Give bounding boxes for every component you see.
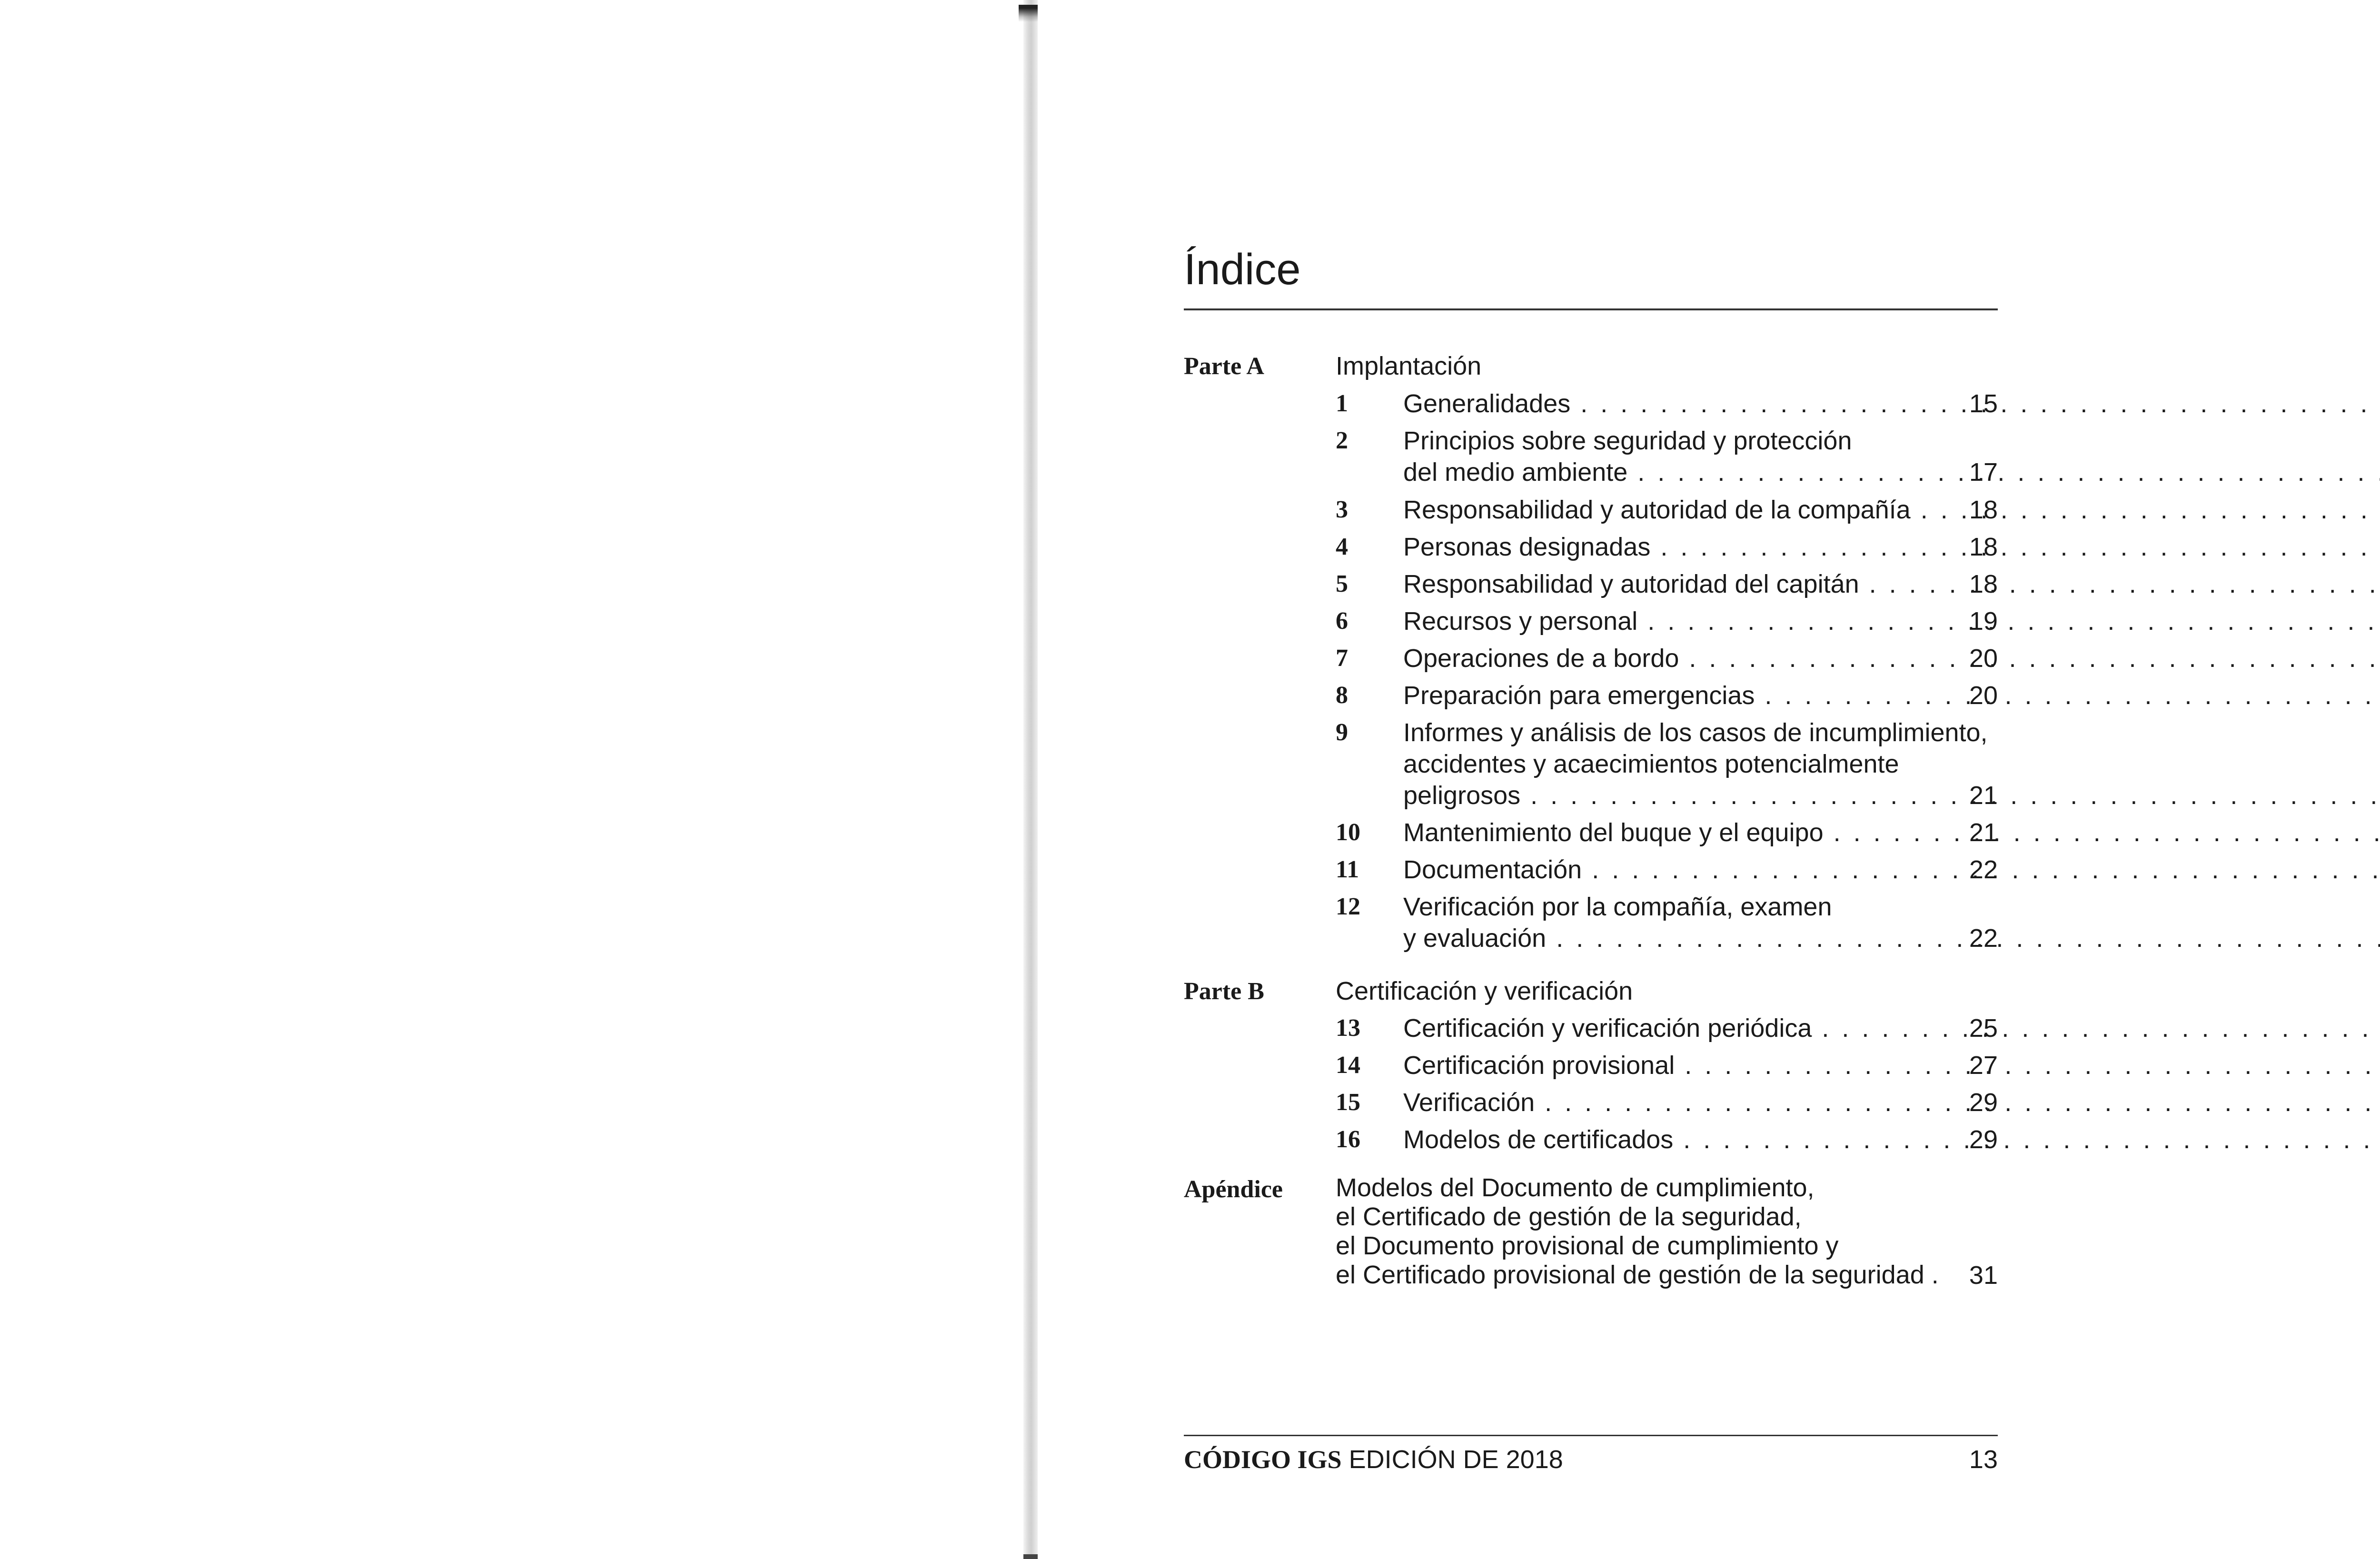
footer-edition: EDICIÓN DE 2018 — [1349, 1445, 1563, 1474]
toc-entry-number: 15 — [1336, 1089, 1360, 1116]
toc-entry-title: Generalidades . . . — [1403, 388, 1927, 419]
spine-shadow-bottom — [1023, 1554, 1038, 1559]
footer-page-number: 13 — [1969, 1445, 1998, 1474]
footer-rule — [1184, 1435, 1998, 1436]
title-rule — [1184, 308, 1998, 310]
toc-entry-page: 17 — [1969, 458, 1998, 487]
toc-entry-page: 29 — [1969, 1125, 1998, 1154]
toc-entry-title: Operaciones de a bordo . . . — [1403, 643, 1927, 674]
toc-entry-number: 1 — [1336, 390, 1348, 417]
toc-entry-number: 11 — [1336, 856, 1359, 883]
toc-entry-title: Principios sobre seguridad y protección del medio ambiente . . . — [1403, 425, 1927, 488]
part-a-title: Implantación — [1336, 352, 1482, 380]
toc-entry-title: Responsabilidad y autoridad del capitán . . . — [1403, 568, 1927, 600]
toc-entry-page: 15 — [1969, 389, 1998, 418]
toc-entry-number: 3 — [1336, 496, 1348, 523]
toc-entry-title: Documentación . . . — [1403, 854, 1927, 885]
toc-entry-page: 19 — [1969, 607, 1998, 636]
book-spine — [1023, 0, 1038, 1559]
toc-entry-title: Recursos y personal . . . — [1403, 606, 1927, 637]
page-title: Índice — [1184, 245, 1301, 294]
toc-entry-title: Preparación para emergencias . . . — [1403, 680, 1927, 711]
toc-entry-number: 5 — [1336, 570, 1348, 597]
appendix-label: Apéndice — [1184, 1176, 1283, 1203]
toc-entry-title: Verificación por la compañía, examen y evaluación . . . — [1403, 891, 1927, 954]
toc-entry-number: 9 — [1336, 719, 1348, 746]
toc-entry-page: 21 — [1969, 818, 1998, 847]
footer-brand: CÓDIGO IGS — [1184, 1445, 1342, 1474]
toc-entry-number: 14 — [1336, 1052, 1360, 1079]
appendix-page-number: 31 — [1969, 1261, 1998, 1290]
toc-entry-page: 18 — [1969, 570, 1998, 598]
toc-entry-title: Verificación . . . — [1403, 1087, 1927, 1118]
part-b-label: Parte B — [1184, 978, 1264, 1005]
toc-entry-title: Modelos de certificados . . . — [1403, 1124, 1927, 1155]
toc-entry-number: 2 — [1336, 427, 1348, 454]
left-blank-page — [0, 0, 1023, 1559]
toc-entry-page: 25 — [1969, 1014, 1998, 1043]
toc-entry-number: 12 — [1336, 893, 1360, 920]
toc-entry-title: Mantenimiento del buque y el equipo . . . — [1403, 817, 1927, 848]
appendix-description: Modelos del Documento de cumplimiento, el Certificado de gestión de la seguridad, el Documento provisional de cumplimiento y el Certificado provisional de gestión de la seguridad . — [1336, 1173, 1939, 1289]
toc-entry-page: 18 — [1969, 533, 1998, 561]
toc-entry-number: 16 — [1336, 1126, 1360, 1153]
toc-entry-page: 21 — [1969, 781, 1998, 810]
toc-entry-title: Certificación y verificación periódica . . . — [1403, 1013, 1927, 1044]
toc-entry-title: Responsabilidad y autoridad de la compañía . . . — [1403, 494, 1927, 526]
toc-entry-number: 10 — [1336, 819, 1360, 846]
part-b-title: Certificación y verificación — [1336, 977, 1633, 1005]
toc-entry-page: 20 — [1969, 681, 1998, 710]
toc-entry-title: Personas designadas . . . — [1403, 531, 1927, 563]
toc-entry-page: 22 — [1969, 855, 1998, 884]
footer-publication — [1184, 1445, 1563, 1474]
toc-entry-page: 27 — [1969, 1051, 1998, 1080]
toc-entry-page: 20 — [1969, 644, 1998, 673]
toc-entry-number: 8 — [1336, 682, 1348, 709]
toc-entry-number: 7 — [1336, 645, 1348, 672]
toc-entry-number: 4 — [1336, 533, 1348, 560]
toc-entry-title: Informes y análisis de los casos de incumplimiento, accidentes y acaecimientos potencialmente peligrosos . . . — [1403, 717, 1927, 811]
toc-entry-number: 13 — [1336, 1014, 1360, 1042]
toc-entry-number: 6 — [1336, 607, 1348, 635]
toc-entry-page: 18 — [1969, 496, 1998, 524]
toc-entry-title: Certificación provisional . . . — [1403, 1050, 1927, 1081]
toc-entry-page: 22 — [1969, 924, 1998, 953]
toc-entry-page: 29 — [1969, 1088, 1998, 1117]
part-a-label: Parte A — [1184, 353, 1264, 380]
